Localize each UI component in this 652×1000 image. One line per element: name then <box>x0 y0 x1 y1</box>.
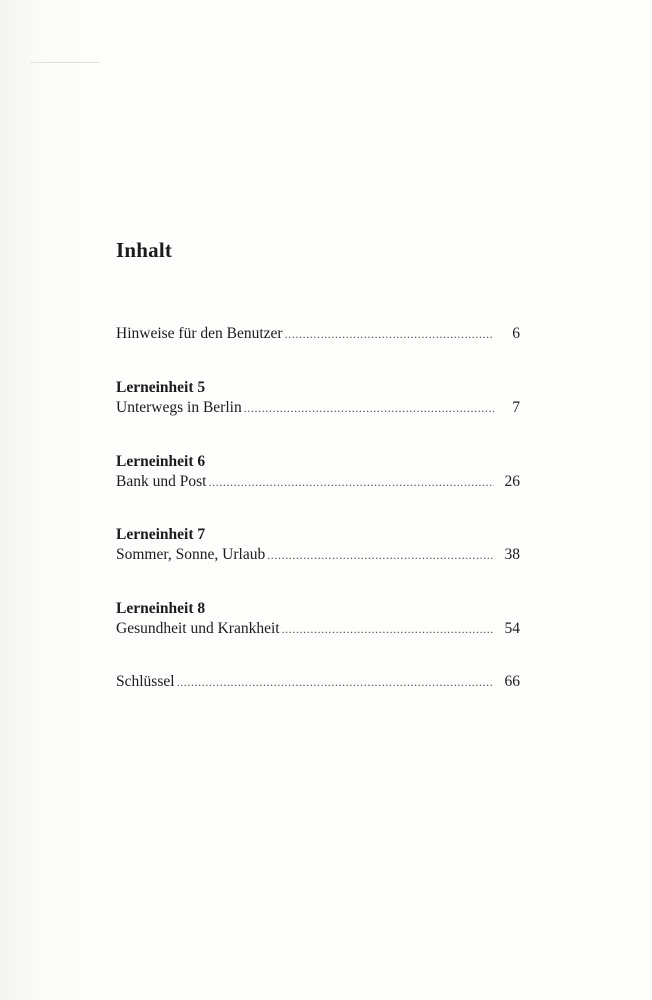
dot-leader <box>282 619 494 639</box>
dot-leader <box>267 545 494 565</box>
toc-page-number: 6 <box>512 325 520 342</box>
toc-page-number: 7 <box>512 399 520 416</box>
toc-entry-label: Gesundheit und Krankheit <box>116 620 280 637</box>
toc-entry-label: Schlüssel <box>116 673 175 690</box>
toc-entry-unit-7[interactable] <box>116 545 520 565</box>
page-title: Inhalt <box>116 238 173 262</box>
dot-leader <box>244 398 494 418</box>
toc-entry-label: Unterwegs in Berlin <box>116 399 242 416</box>
toc-entry-label: Sommer, Sonne, Urlaub <box>116 546 266 563</box>
toc-page-number: 66 <box>504 673 520 690</box>
dot-leader <box>285 324 494 344</box>
toc-page-number: 26 <box>504 473 520 490</box>
dot-leader <box>208 472 494 492</box>
toc-entry-schluessel[interactable] <box>116 672 520 692</box>
toc-entry-unit-5[interactable] <box>116 398 520 418</box>
toc-entry-label: Bank und Post <box>116 473 207 490</box>
toc-entry-label: Hinweise für den Benutzer <box>116 325 283 342</box>
unit-heading-7: Lerneinheit 7 <box>116 526 206 543</box>
unit-heading-5: Lerneinheit 5 <box>116 379 206 396</box>
unit-heading-8: Lerneinheit 8 <box>116 600 206 617</box>
toc-entry-unit-8[interactable] <box>116 619 520 639</box>
toc-page-number: 38 <box>504 546 520 563</box>
toc-entry-unit-6[interactable] <box>116 472 520 492</box>
dot-leader <box>177 672 494 692</box>
toc-page-number: 54 <box>504 620 520 637</box>
toc-entry-hinweise[interactable] <box>116 324 520 344</box>
unit-heading-6: Lerneinheit 6 <box>116 453 206 470</box>
show-through-line <box>30 62 100 63</box>
